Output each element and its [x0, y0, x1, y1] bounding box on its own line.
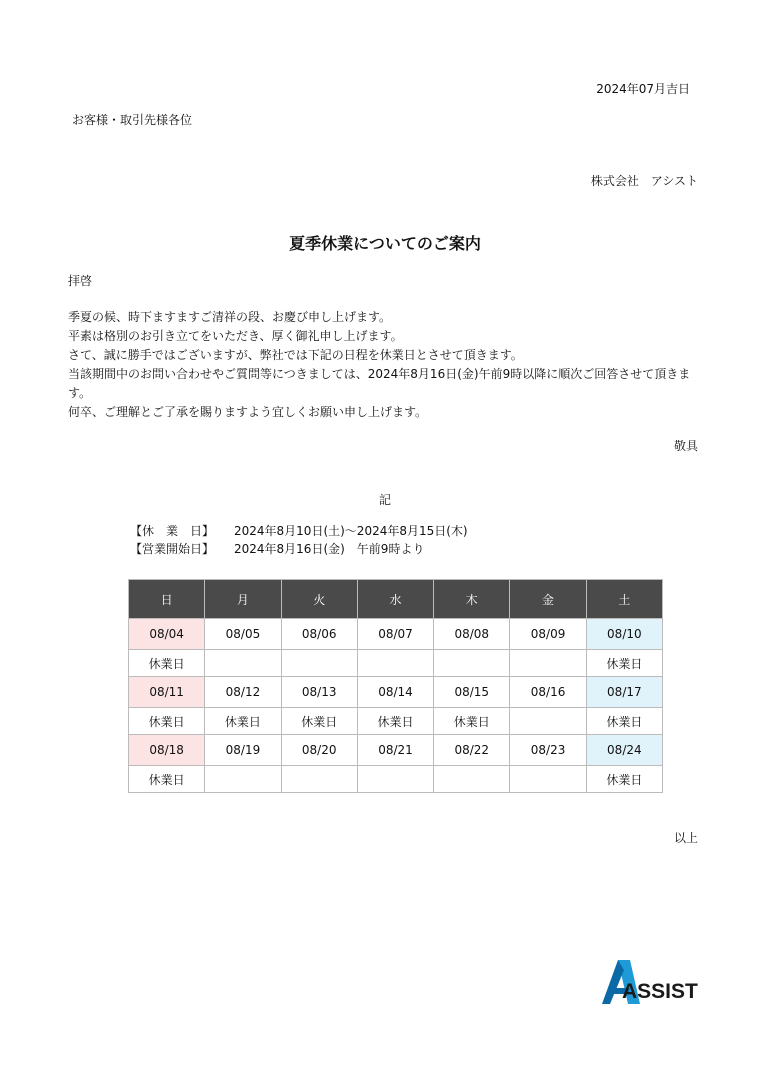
- calendar-date: 08/14: [357, 677, 433, 708]
- calendar-status: [357, 650, 433, 677]
- week-1-dates: [129, 619, 663, 650]
- calendar-status: 休業日: [434, 708, 510, 735]
- page-title: 夏季休業についてのご案内: [289, 234, 481, 253]
- recipient: お客様・取引先様各位: [72, 113, 193, 127]
- end-mark: 以上: [673, 831, 698, 845]
- calendar-status: 休業日: [586, 766, 662, 793]
- calendar-date: 08/06: [281, 619, 357, 650]
- calendar-date: 08/21: [357, 735, 433, 766]
- calendar-status: 休業日: [586, 650, 662, 677]
- calendar-status: [434, 766, 510, 793]
- weekday-header-thu: 木: [434, 580, 510, 619]
- week-3-status: [129, 766, 663, 793]
- week-1-status: [129, 650, 663, 677]
- calendar-status: [434, 650, 510, 677]
- calendar-date: 08/07: [357, 619, 433, 650]
- calendar-status: [510, 708, 586, 735]
- weekday-header-tue: 火: [281, 580, 357, 619]
- weekday-header-fri: 金: [510, 580, 586, 619]
- calendar-date: 08/05: [205, 619, 281, 650]
- body-line: 当該期間中のお問い合わせやご質問等につきましては、2024年8月16日(金)午前9時以降に順次ご回答させて頂きます。: [68, 367, 691, 400]
- calendar-date: 08/12: [205, 677, 281, 708]
- week-2-status: [129, 708, 663, 735]
- week-2-dates: [129, 677, 663, 708]
- body-line: 何卒、ご理解とご了承を賜りますよう宜しくお願い申し上げます。: [68, 405, 428, 419]
- calendar-date: 08/24: [586, 735, 662, 766]
- company-logo: [600, 958, 700, 1006]
- body-line: 季夏の候、時下ますますご清祥の段、お慶び申し上げます。: [68, 310, 392, 324]
- weekday-header-sun: 日: [129, 580, 205, 619]
- calendar-status: [205, 766, 281, 793]
- calendar-date: 08/22: [434, 735, 510, 766]
- calendar-date: 08/17: [586, 677, 662, 708]
- body-line: 平素は格別のお引き立てをいただき、厚く御礼申し上げます。: [68, 329, 403, 343]
- closing-word: 敬具: [673, 439, 698, 453]
- calendar-date: 08/13: [281, 677, 357, 708]
- calendar-status: [205, 650, 281, 677]
- calendar-status: 休業日: [129, 766, 205, 793]
- calendar-date: 08/23: [510, 735, 586, 766]
- calendar-date: 08/15: [434, 677, 510, 708]
- holiday-value: 2024年8月10日(土)～2024年8月15日(木): [234, 524, 468, 538]
- sender-company: 株式会社 アシスト: [590, 174, 698, 188]
- reopen-label: 【営業開始日】: [130, 542, 215, 556]
- weekday-header-wed: 水: [357, 580, 433, 619]
- calendar-date: 08/20: [281, 735, 357, 766]
- calendar-status: 休業日: [205, 708, 281, 735]
- holiday-label: 【休 業 日】: [130, 524, 215, 538]
- calendar-date: 08/16: [510, 677, 586, 708]
- reopen-row: [130, 540, 468, 558]
- calendar-header-row: [129, 580, 663, 619]
- body-line: さて、誠に勝手ではございますが、弊社では下記の日程を休業日とさせて頂きます。: [68, 348, 523, 362]
- holiday-calendar: [128, 579, 663, 793]
- ki-heading: 記: [378, 493, 391, 507]
- calendar-status: [510, 766, 586, 793]
- calendar-date: 08/04: [129, 619, 205, 650]
- calendar-status: 休業日: [281, 708, 357, 735]
- schedule-info: [130, 522, 468, 558]
- calendar-date: 08/09: [510, 619, 586, 650]
- calendar-date: 08/18: [129, 735, 205, 766]
- calendar-status: 休業日: [129, 650, 205, 677]
- document-date: 2024年07月吉日: [596, 82, 690, 96]
- calendar-status: [357, 766, 433, 793]
- opening-greeting: 拝啓: [68, 274, 93, 288]
- calendar-date: 08/19: [205, 735, 281, 766]
- week-3-dates: [129, 735, 663, 766]
- calendar-date: 08/11: [129, 677, 205, 708]
- calendar-date: 08/10: [586, 619, 662, 650]
- calendar-status: [510, 650, 586, 677]
- calendar-status: [281, 650, 357, 677]
- calendar-status: 休業日: [357, 708, 433, 735]
- body-text: [68, 308, 698, 422]
- calendar-date: 08/08: [434, 619, 510, 650]
- calendar-status: 休業日: [129, 708, 205, 735]
- calendar-status: [281, 766, 357, 793]
- calendar-status: 休業日: [586, 708, 662, 735]
- holiday-row: [130, 522, 468, 540]
- reopen-value: 2024年8月16日(金) 午前9時より: [234, 542, 425, 556]
- logo-wordmark: ASSIST: [622, 980, 698, 1003]
- weekday-header-mon: 月: [205, 580, 281, 619]
- weekday-header-sat: 土: [586, 580, 662, 619]
